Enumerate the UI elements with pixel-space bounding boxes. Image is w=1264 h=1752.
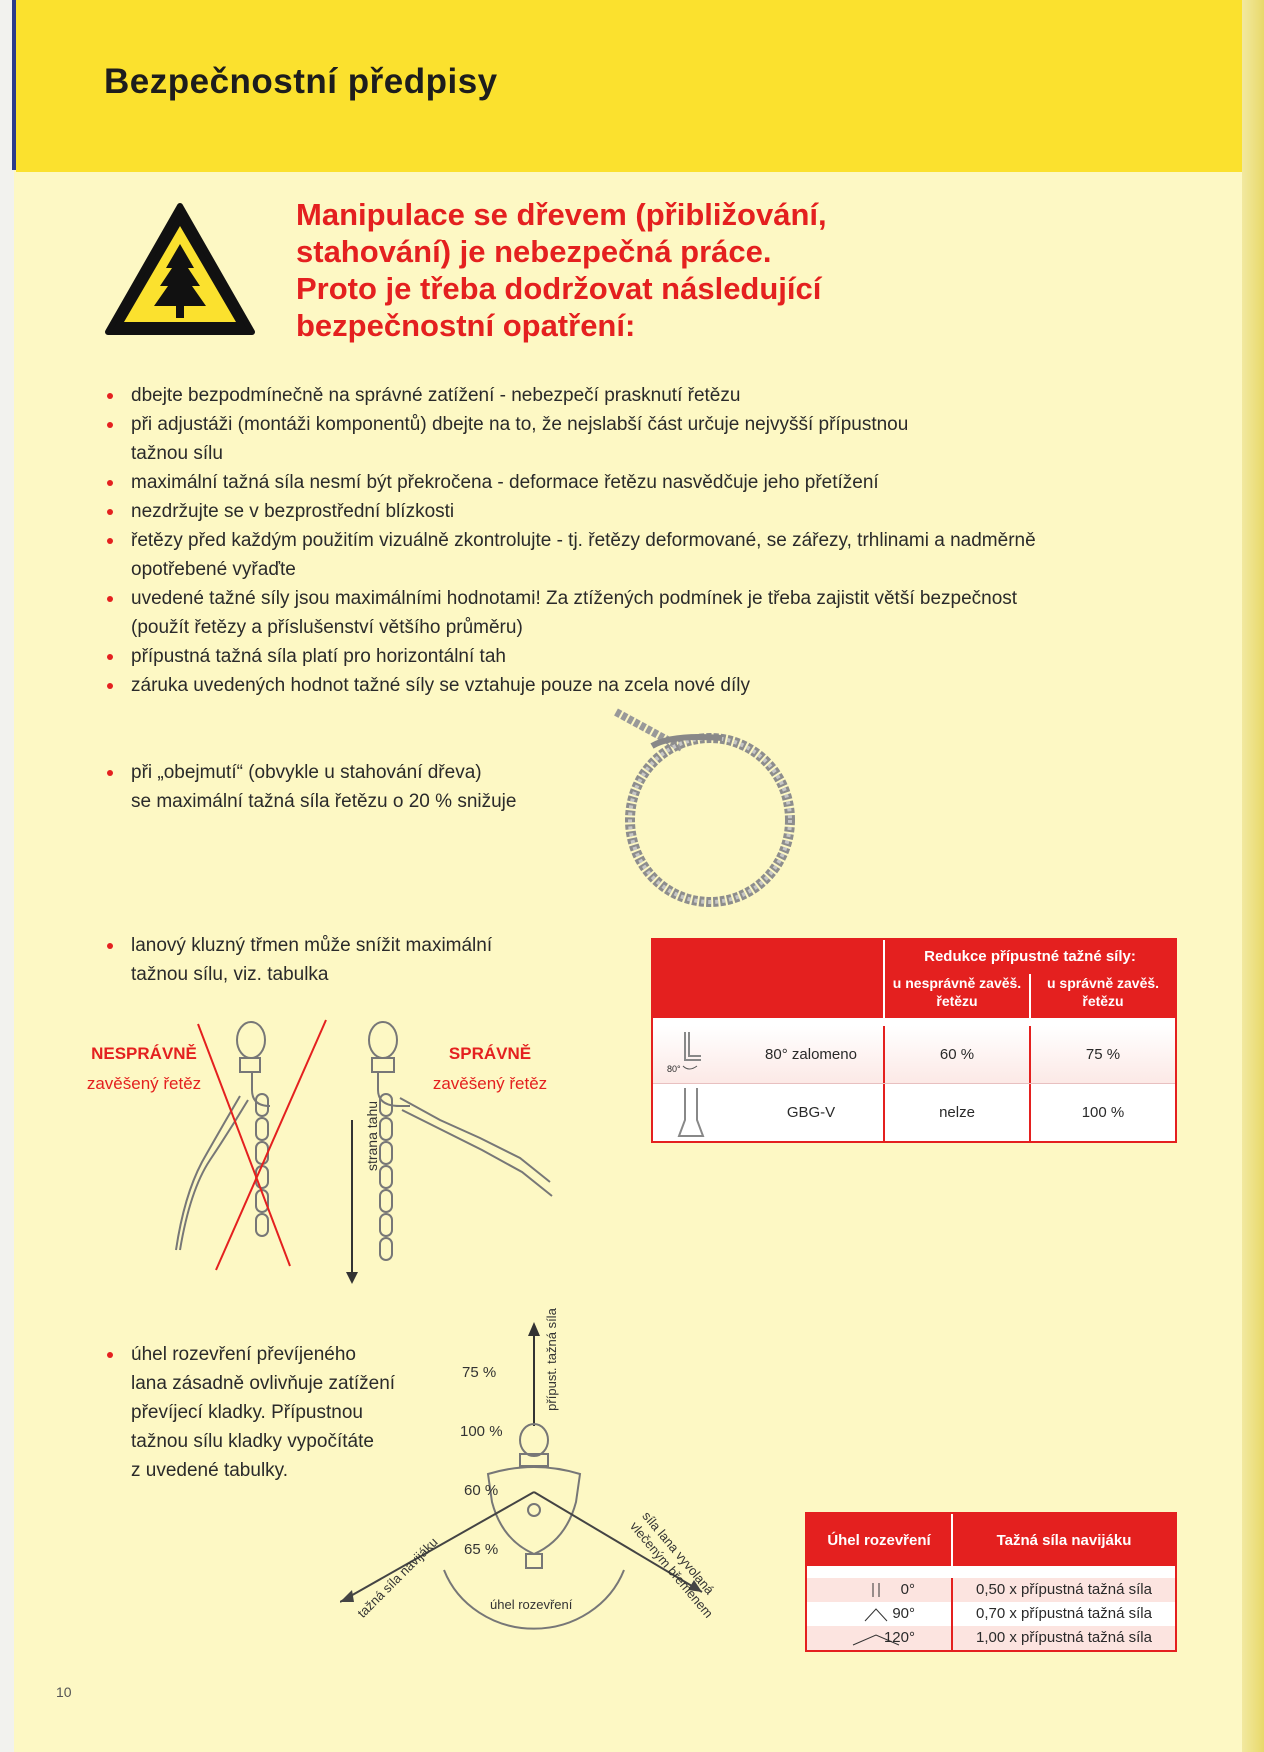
tree-warning-icon [104, 202, 256, 336]
allowed-force-label: přípust. tažná síla [543, 1308, 559, 1411]
list-item: dbejte bezpodmínečně na správné zatížení - nebezpečí prasknutí řetězu [104, 381, 1034, 410]
table-row [807, 1626, 1175, 1650]
wrong-hanging-subtitle: zavěšený řetěz [86, 1074, 202, 1093]
table-row [653, 1083, 1175, 1141]
warning-heading [296, 196, 936, 344]
hook-note-line: tažnou sílu, viz. tabulka [131, 964, 329, 985]
pulley-note-line: převíjecí kladky. Přípustnou [131, 1402, 363, 1423]
angle-mark: 80° [667, 1064, 681, 1074]
list-item: při adjustáži (montáži komponentů) dbejte na to, že nejslabší část určuje nejvyšší přípustnou tažnou sílu [104, 410, 921, 468]
page-title: Bezpečnostní předpisy [104, 62, 498, 101]
list-item: řetězy před každým použitím vizuálně zkontrolujte - tj. řetězy deformované, se zářezy, trhlinami a nadměrně opotřebené vyřaďte [104, 526, 1061, 584]
list-item: záruka uvedených hodnot tažné síly se vztahuje pouze na zcela nové díly [104, 671, 1034, 700]
bent-hook-icon [653, 1026, 713, 1083]
safety-rules-list [104, 381, 1034, 700]
table-cell: 100 % [1081, 1104, 1125, 1121]
angle-value: 0° [900, 1581, 915, 1598]
warning-heading-line: bezpečnostní opatření: [296, 308, 636, 343]
column-header-right: u správně zavěš. řetězu [1046, 975, 1160, 1009]
table-cell: 0,50 x přípustná tažná síla [976, 1581, 1152, 1598]
table-row [807, 1578, 1175, 1602]
pct-75-label: 75 % [462, 1364, 497, 1381]
column-header-wrong: u nesprávně zavěš. řetězu [885, 974, 1031, 1018]
straight-hook-icon [653, 1084, 713, 1141]
angle-table-header [807, 1514, 1175, 1566]
reduction-table-header [653, 940, 1175, 1018]
parallel-rope-icon [847, 1581, 907, 1599]
table-cell: 1,00 x přípustná tažná síla [976, 1629, 1152, 1646]
list-item: maximální tažná síla nesmí být překročena - deformace řetězu nasvědčuje jeho přetížení [104, 468, 1034, 497]
table-cell: 60 % [885, 1026, 1031, 1083]
winch-force-label: tažná síla navijáku [354, 1534, 441, 1621]
pct-100-label: 100 % [460, 1423, 503, 1440]
load-force-label: síla lana vyvolaná vlečeným břemenem [627, 1508, 718, 1621]
hook-note-line: lanový kluzný třmen může snížit maximální [131, 935, 493, 956]
table-cell: 75 % [1085, 1046, 1121, 1063]
hook-note [104, 931, 492, 989]
pulley-note-line: lana zásadně ovlivňuje zatížení [131, 1373, 396, 1394]
column-header-angle: Úhel rozevření [807, 1514, 953, 1566]
angle-value: 90° [892, 1605, 915, 1622]
table-cell: nelze [885, 1084, 1031, 1141]
page-right-edge [1242, 0, 1264, 1752]
chain-loop-illustration [612, 708, 802, 908]
page-left-edge [0, 0, 14, 1752]
wrong-hanging-title: NESPRÁVNĚ [91, 1044, 197, 1063]
angle-value: 120° [883, 1629, 915, 1646]
column-header-force: Tažná síla navijáku [996, 1531, 1132, 1549]
right-hanging-subtitle: zavěšený řetěz [432, 1074, 548, 1093]
pct-65-label: 65 % [464, 1541, 499, 1558]
list-item: uvedené tažné síly jsou maximálními hodnotami! Za ztížených podmínek je třeba zajistit větší bezpečnost (použít řetězy a příslušenství většího průměru) [104, 584, 1051, 642]
opening-angle-label: úhel rozevření [490, 1597, 573, 1612]
loop-note-line: se maximální tažná síla řetězu o 20 % snižuje [131, 791, 517, 812]
warning-heading-line: stahování) je nebezpečná práce. [296, 234, 772, 269]
loop-note-line: při „obejmutí“ (obvykle u stahování dřeva) [131, 762, 482, 783]
reduction-table-caption: Redukce přípustné tažné síly: [924, 948, 1136, 965]
table-cell: 0,70 x přípustná tažná síla [976, 1605, 1152, 1622]
reduction-table-corner [653, 940, 885, 1018]
right-hanging-title: SPRÁVNĚ [448, 1044, 532, 1063]
table-cell: GBG-V [713, 1084, 885, 1141]
warning-heading-line: Proto je třeba dodržovat následující [296, 271, 822, 306]
loop-note [104, 758, 516, 816]
pulley-note-line: z uvedené tabulky. [131, 1460, 289, 1481]
pulley-note-line: tažnou sílu kladky vypočítáte [131, 1431, 374, 1452]
angle-table [805, 1512, 1177, 1652]
angle-table-body [807, 1566, 1175, 1650]
list-item: nezdržujte se v bezprostřední blízkosti [104, 497, 1034, 526]
warning-heading-line: Manipulace se dřevem (přibližování, [296, 197, 827, 232]
list-item: přípustná tažná síla platí pro horizontální tah [104, 642, 1034, 671]
table-row [807, 1602, 1175, 1626]
table-row [653, 1026, 1175, 1083]
pct-60-label: 60 % [464, 1482, 499, 1499]
pull-side-label: strana tahu [364, 1100, 380, 1172]
reduction-table [651, 938, 1177, 1143]
page-number: 10 [56, 1684, 72, 1700]
pulley-note-line: úhel rozevření převíjeného [131, 1344, 356, 1365]
table-cell: 80° zalomeno [713, 1026, 885, 1083]
